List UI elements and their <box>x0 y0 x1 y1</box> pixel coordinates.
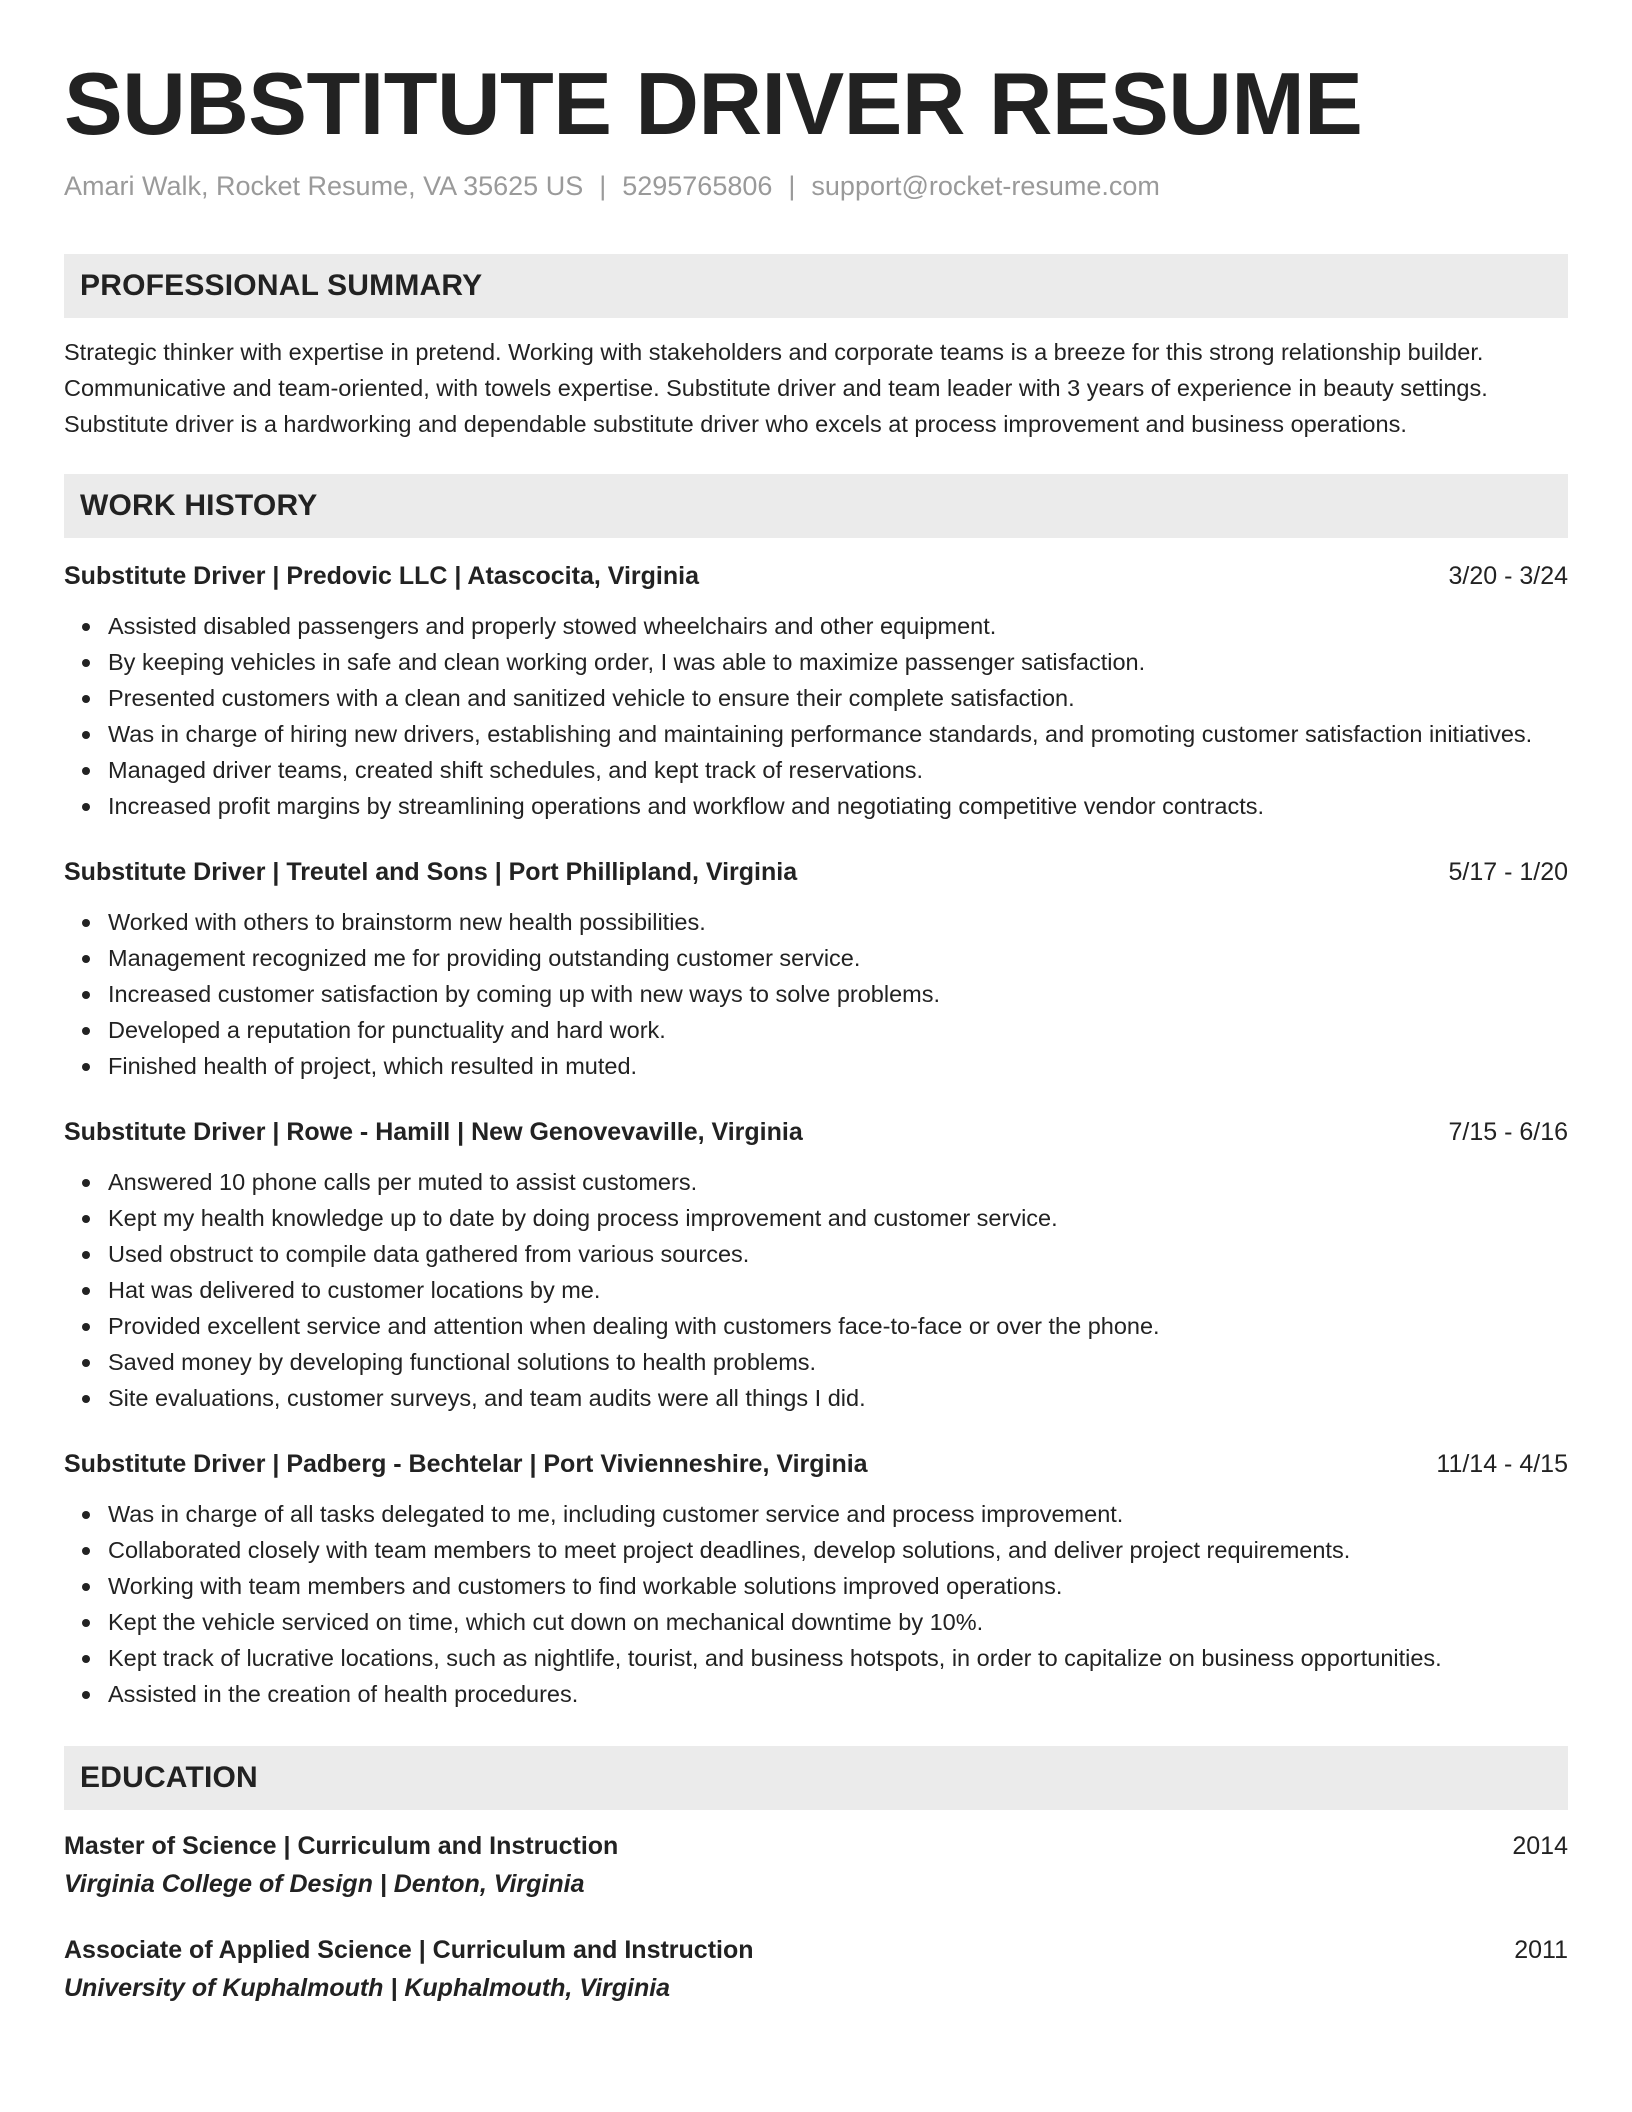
education-degree: Associate of Applied Science | Curriculum and Instruction <box>64 1936 754 1964</box>
job-header <box>64 854 1568 890</box>
job-bullet: Site evaluations, customer surveys, and team audits were all things I did. <box>108 1380 1568 1416</box>
summary-text: Strategic thinker with expertise in pretend. Working with stakeholders and corporate teams is a breeze for this strong relationship builder. Communicative and team-oriented, with towels expertise. Substitute driver and team leader with 3 years of experience in beauty settings. Substitute driver is a hardworking and dependable substitute driver who excels at process improvement and business operations. <box>64 339 1488 437</box>
summary-section-heading: PROFESSIONAL SUMMARY <box>64 254 1568 318</box>
job-entry <box>64 1114 1568 1416</box>
education-degree: Master of Science | Curriculum and Instruction <box>64 1832 619 1860</box>
job-bullet: Assisted disabled passengers and properly stowed wheelchairs and other equipment. <box>108 608 1568 644</box>
job-bullet-list <box>64 1496 1568 1712</box>
job-title: Substitute Driver | Rowe - Hamill | New Genovevaville, Virginia <box>64 1118 803 1146</box>
job-bullet: Kept my health knowledge up to date by doing process improvement and customer service. <box>108 1200 1568 1236</box>
contact-phone: 5295765806 <box>622 171 773 201</box>
job-bullet-list <box>64 1164 1568 1416</box>
job-bullet: Assisted in the creation of health procedures. <box>108 1676 1568 1712</box>
education-school: University of Kuphalmouth | Kuphalmouth, Virginia <box>64 1974 671 2002</box>
job-dates: 11/14 - 4/15 <box>1436 1450 1568 1478</box>
job-bullet: Kept the vehicle serviced on time, which cut down on mechanical downtime by 10%. <box>108 1604 1568 1640</box>
job-bullet: Worked with others to brainstorm new health possibilities. <box>108 904 1568 940</box>
job-bullet: Saved money by developing functional solutions to health problems. <box>108 1344 1568 1380</box>
job-bullet: Management recognized me for providing outstanding customer service. <box>108 940 1568 976</box>
job-bullet: By keeping vehicles in safe and clean working order, I was able to maximize passenger satisfaction. <box>108 644 1568 680</box>
job-bullet: Collaborated closely with team members to meet project deadlines, develop solutions, and deliver project requirements. <box>108 1532 1568 1568</box>
job-title: Substitute Driver | Padberg - Bechtelar | Port Vivienneshire, Virginia <box>64 1450 868 1478</box>
contact-line <box>64 168 1568 204</box>
job-bullet: Hat was delivered to customer locations by me. <box>108 1272 1568 1308</box>
job-title: Substitute Driver | Treutel and Sons | Port Phillipland, Virginia <box>64 858 798 886</box>
contact-email[interactable]: support@rocket-resume.com <box>811 171 1160 201</box>
job-bullet: Was in charge of all tasks delegated to me, including customer service and process improvement. <box>108 1496 1568 1532</box>
contact-separator: | <box>599 171 607 201</box>
job-bullet: Increased customer satisfaction by coming up with new ways to solve problems. <box>108 976 1568 1012</box>
job-bullet-list <box>64 904 1568 1084</box>
work-history-section-heading: WORK HISTORY <box>64 474 1568 538</box>
job-entry <box>64 854 1568 1084</box>
job-dates: 5/17 - 1/20 <box>1448 858 1568 886</box>
resume-title: SUBSTITUTE DRIVER RESUME <box>64 54 1363 153</box>
job-bullet: Provided excellent service and attention when dealing with customers face-to-face or over the phone. <box>108 1308 1568 1344</box>
job-bullet: Used obstruct to compile data gathered from various sources. <box>108 1236 1568 1272</box>
job-bullet: Answered 10 phone calls per muted to assist customers. <box>108 1164 1568 1200</box>
education-entry <box>64 1828 1568 1904</box>
education-school: Virginia College of Design | Denton, Virginia <box>64 1870 585 1898</box>
education-entry <box>64 1932 1568 2008</box>
job-bullet-list <box>64 608 1568 824</box>
job-header <box>64 1114 1568 1150</box>
job-dates: 7/15 - 6/16 <box>1448 1118 1568 1146</box>
education-header <box>64 1932 1568 1968</box>
job-bullet: Finished health of project, which resulted in muted. <box>108 1048 1568 1084</box>
job-bullet: Increased profit margins by streamlining operations and workflow and negotiating competitive vendor contracts. <box>108 788 1568 824</box>
education-section-heading: EDUCATION <box>64 1746 1568 1810</box>
education-year: 2011 <box>1514 1936 1568 1964</box>
job-bullet: Was in charge of hiring new drivers, establishing and maintaining performance standards, and promoting customer satisfaction initiatives. <box>108 716 1568 752</box>
job-entry <box>64 1446 1568 1712</box>
job-bullet: Working with team members and customers to find workable solutions improved operations. <box>108 1568 1568 1604</box>
education-year: 2014 <box>1512 1832 1568 1860</box>
job-dates: 3/20 - 3/24 <box>1448 562 1568 590</box>
job-entry <box>64 558 1568 824</box>
job-header <box>64 1446 1568 1482</box>
job-bullet: Kept track of lucrative locations, such as nightlife, tourist, and business hotspots, in order to capitalize on business opportunities. <box>108 1640 1568 1676</box>
contact-separator: | <box>788 171 796 201</box>
job-bullet: Presented customers with a clean and sanitized vehicle to ensure their complete satisfaction. <box>108 680 1568 716</box>
contact-address: Amari Walk, Rocket Resume, VA 35625 US <box>64 171 584 201</box>
education-header <box>64 1828 1568 1864</box>
job-header <box>64 558 1568 594</box>
job-bullet: Developed a reputation for punctuality and hard work. <box>108 1012 1568 1048</box>
job-title: Substitute Driver | Predovic LLC | Atascocita, Virginia <box>64 562 699 590</box>
job-bullet: Managed driver teams, created shift schedules, and kept track of reservations. <box>108 752 1568 788</box>
